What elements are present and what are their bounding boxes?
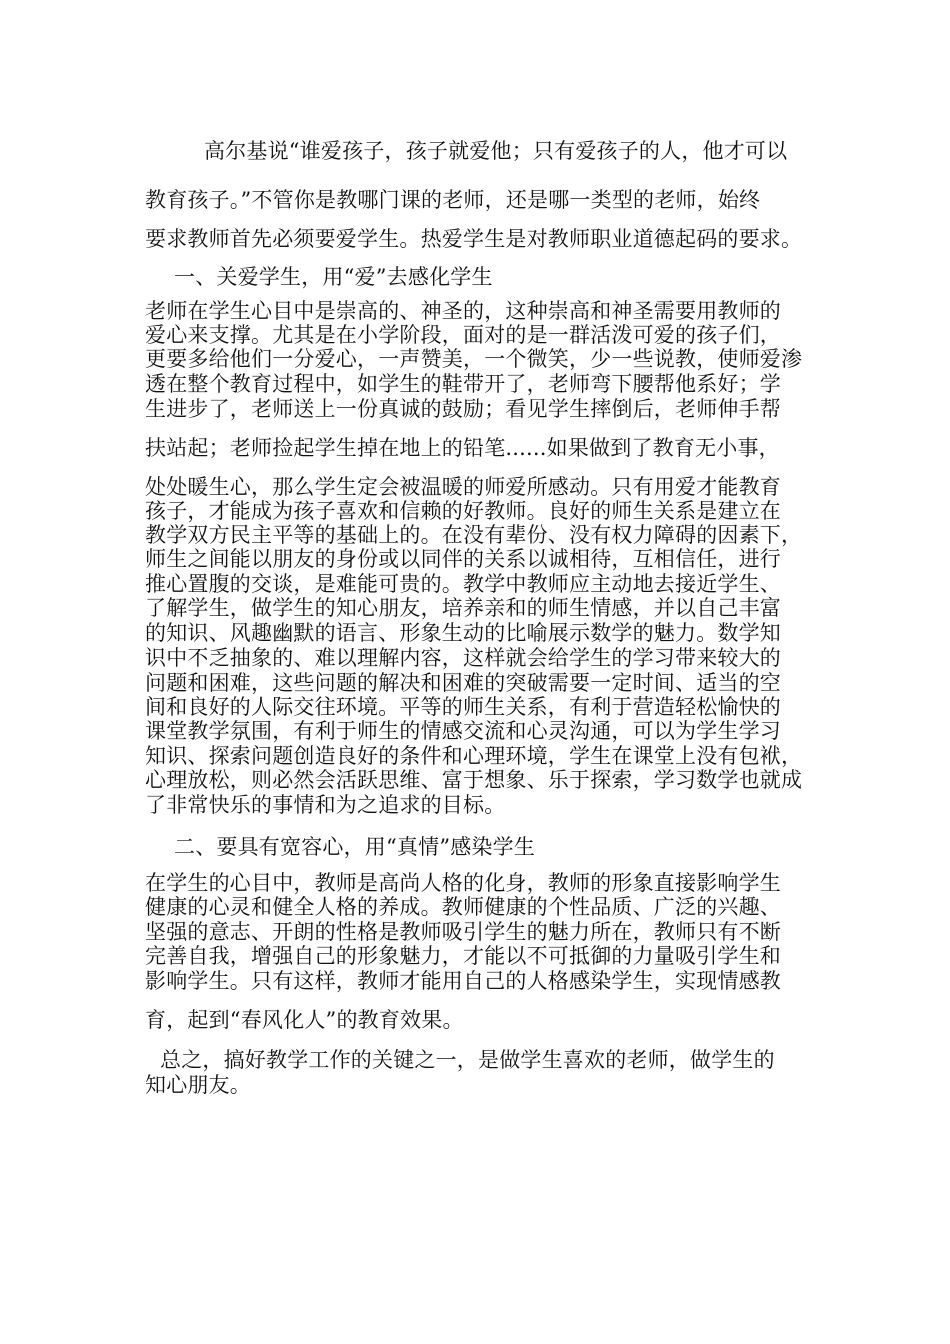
paragraph-line: 在学生的心目中，教师是高尚人格的化身，教师的形象直接影响学生 — [145, 871, 781, 895]
conclusion-line: 总之，搞好教学工作的关键之一，是做学生喜欢的老师，做学生的 — [160, 1048, 775, 1072]
paragraph-line: 知识、探索问题创造良好的条件和心理环境，学生在课堂上没有包袱， — [145, 744, 803, 768]
paragraph-line: 孩子，才能成为孩子喜欢和信赖的好教师。良好的师生关系是建立在 — [145, 499, 781, 523]
paragraph-line: 透在整个教育过程中，如学生的鞋带开了，老师弯下腰帮他系好；学 — [145, 372, 781, 396]
paragraph-line: 课堂教学氛围，有利于师生的情感交流和心灵沟通，可以为学生学习 — [145, 719, 781, 743]
paragraph-line: 的知识、风趣幽默的语言、形象生动的比喻展示数学的魅力。数学知 — [145, 621, 781, 645]
paragraph-line: 完善自我，增强自己的形象魅力，才能以不可抵御的力量吸引学生和 — [145, 944, 781, 968]
paragraph-line: 识中不乏抽象的、难以理解内容，这样就会给学生的学习带来较大的 — [145, 646, 781, 670]
paragraph-line: 老师在学生心目中是崇高的、神圣的，这种崇高和神圣需要用教师的 — [145, 299, 781, 323]
paragraph-line: 影响学生。只有这样，教师才能用自己的人格感染学生，实现情感教 — [145, 969, 781, 993]
paragraph-line: 师生之间能以朋友的身份或以同伴的关系以诚相待，互相信任，进行 — [145, 547, 781, 571]
paragraph-line: 了非常快乐的事情和为之追求的目标。 — [145, 793, 506, 817]
section-heading: 二、要具有宽容心，用“真情”感染学生 — [174, 835, 536, 859]
paragraph-line: 间和良好的人际交往环境。平等的师生关系，有利于营造轻松愉快的 — [145, 695, 781, 719]
intro-line: 教育孩子。”不管你是教哪门课的老师，还是哪一类型的老师，始终 — [145, 188, 761, 212]
paragraph-line: 坚强的意志、开朗的性格是教师吸引学生的魅力所在，教师只有不断 — [145, 920, 781, 944]
paragraph-line: 更要多给他们一分爱心，一声赞美，一个微笑，少一些说教，使师爱渗 — [145, 347, 803, 371]
section-heading: 一、关爱学生，用“爱”去感化学生 — [174, 265, 493, 289]
intro-line: 要求教师首先必须要爱学生。热爱学生是对教师职业道德起码的要求。 — [145, 227, 803, 251]
paragraph-line: 推心置腹的交谈，是难能可贵的。教学中教师应主动地去接近学生、 — [145, 572, 781, 596]
conclusion-line: 知心朋友。 — [145, 1073, 251, 1097]
intro-line: 高尔基说“谁爱孩子，孩子就爱他；只有爱孩子的人，他才可以 — [204, 139, 788, 163]
paragraph-line: 了解学生，做学生的知心朋友，培养亲和的师生情感，并以自己丰富 — [145, 596, 781, 620]
paragraph-line: 育，起到“春风化人”的教育效果。 — [145, 1008, 464, 1032]
paragraph-line: 问题和困难，这些问题的解决和困难的突破需要一定时间、适当的空 — [145, 671, 781, 695]
paragraph-line: 心理放松，则必然会活跃思维、富于想象、乐于探索，学习数学也就成 — [145, 768, 803, 792]
paragraph-line: 爱心来支撑。尤其是在小学阶段，面对的是一群活泼可爱的孩子们， — [145, 323, 781, 347]
paragraph-line: 扶站起；老师捡起学生掉在地上的铅笔......如果做到了教育无小事， — [145, 436, 780, 460]
paragraph-line: 生进步了，老师送上一份真诚的鼓励；看见学生摔倒后，老师伸手帮 — [145, 397, 781, 421]
paragraph-line: 健康的心灵和健全人格的养成。教师健康的个性品质、广泛的兴趣、 — [145, 895, 781, 919]
paragraph-line: 教学双方民主平等的基础上的。在没有辈份、没有权力障碍的因素下， — [145, 523, 803, 547]
paragraph-line: 处处暖生心，那么学生定会被温暖的师爱所感动。只有用爱才能教育 — [145, 475, 781, 499]
